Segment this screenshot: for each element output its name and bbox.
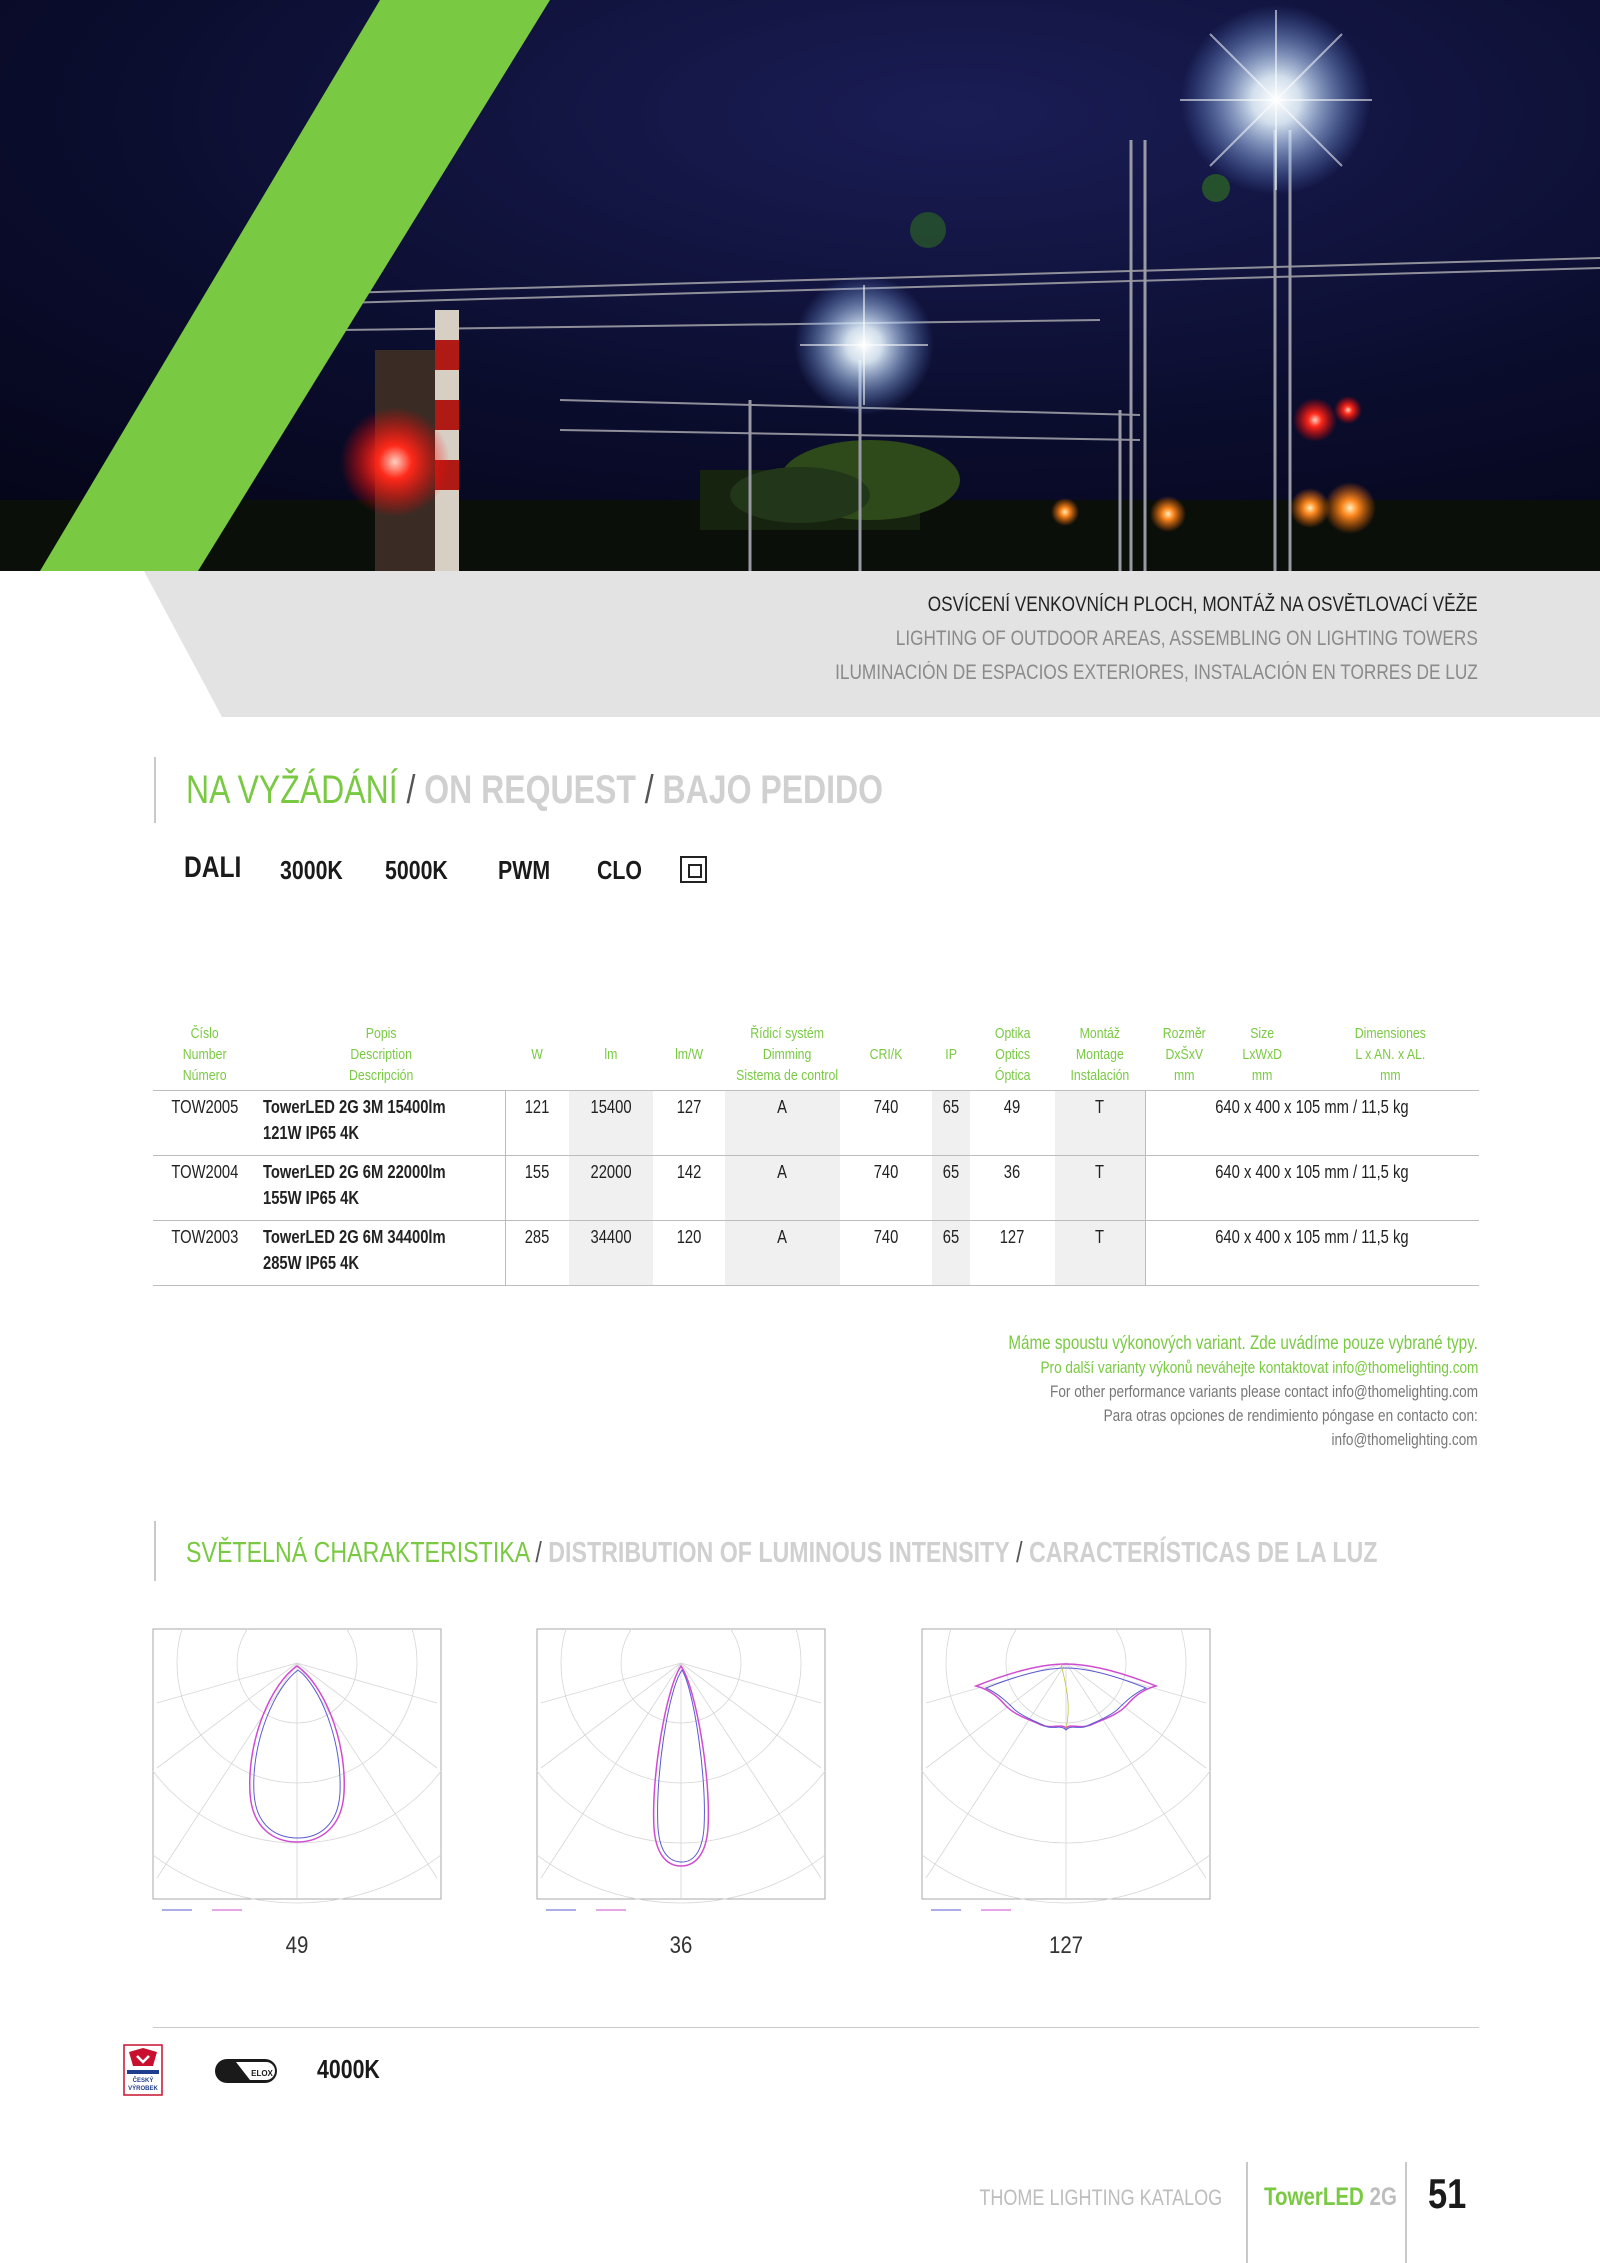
cell-w: 121 <box>524 1097 550 1117</box>
footer-catalog: THOME LIGHTING KATALOG <box>979 2185 1222 2210</box>
tag-clo: CLO <box>597 855 643 885</box>
distribution-es: CARACTERÍSTICAS DE LA LUZ <box>1029 1537 1378 1569</box>
polar-label-49: 49 <box>285 1932 309 1959</box>
polar-label-36: 36 <box>669 1932 693 1959</box>
polar-diagram-36 <box>536 1628 826 1922</box>
polar-diagram-49 <box>152 1628 442 1922</box>
cell-description: TowerLED 2G 6M 22000lm 155W IP65 4K <box>257 1156 505 1221</box>
header-number: Číslo Number Número <box>183 1024 227 1084</box>
svg-text:VÝROBEK: VÝROBEK <box>128 2086 158 2092</box>
cell-description: TowerLED 2G 6M 34400lm 285W IP65 4K <box>257 1221 505 1286</box>
header-dimensiones: Dimensiones L x AN. x AL. mm <box>1354 1024 1426 1084</box>
note-email: info@thomelighting.com <box>1331 1430 1478 1449</box>
polar-diagram-127 <box>921 1628 1211 1922</box>
header-optics: Optika Optics Óptica <box>994 1024 1031 1084</box>
cell-cri: 740 <box>873 1227 899 1247</box>
cell-ip: 65 <box>932 1091 970 1156</box>
cell-optics: 36 <box>1004 1162 1021 1182</box>
header-size: Size LxWxD mm <box>1242 1024 1282 1084</box>
tag-4000k: 4000K <box>317 2054 380 2084</box>
cell-lmw: 142 <box>676 1162 702 1182</box>
double-insulation-icon <box>680 856 707 883</box>
header-dimming: Řídicí systém Dimming Sistema de control <box>736 1024 839 1084</box>
cell-description: TowerLED 2G 3M 15400lm 121W IP65 4K <box>257 1091 505 1156</box>
cell-ip: 65 <box>932 1221 970 1286</box>
tag-3000k: 3000K <box>280 855 343 885</box>
czech-product-logo <box>123 2044 163 2096</box>
svg-text:ELOX: ELOX <box>251 2069 273 2078</box>
heading-es: BAJO PEDIDO <box>662 768 884 812</box>
product-table <box>153 1018 1479 1286</box>
cell-lmw: 127 <box>676 1097 702 1117</box>
table-row <box>153 1156 1479 1221</box>
cell-lm: 15400 <box>569 1091 653 1156</box>
cell-dimensions: 640 x 400 x 105 mm / 11,5 kg <box>1215 1227 1409 1247</box>
header-description: Popis Description Descripción <box>348 1024 414 1084</box>
header-w: W <box>531 1045 543 1063</box>
cell-dimensions: 640 x 400 x 105 mm / 11,5 kg <box>1215 1097 1409 1117</box>
table-header-row <box>153 1018 1479 1091</box>
table-row <box>153 1221 1479 1286</box>
cell-dimming: A <box>725 1156 840 1221</box>
cell-dimming: A <box>725 1091 840 1156</box>
on-request-heading: NA VYŽÁDÁNÍ / ON REQUEST / BAJO PEDIDO <box>186 768 884 812</box>
header-rozmer: Rozměr DxŠxV mm <box>1162 1024 1206 1084</box>
page-number: 51 <box>1428 2170 1467 2217</box>
divider <box>153 2027 1479 2028</box>
section-bar <box>154 1521 156 1581</box>
cell-dimensions: 640 x 400 x 105 mm / 11,5 kg <box>1215 1162 1409 1182</box>
note-contact-cz: Pro další varianty výkonů neváhejte kontaktovat info@thomelighting.com <box>1040 1358 1478 1377</box>
cell-montage: T <box>1055 1221 1145 1286</box>
svg-text:ČESKÝ: ČESKÝ <box>132 2078 154 2084</box>
distribution-cz: SVĚTELNÁ CHARAKTERISTIKA <box>186 1537 529 1569</box>
header-montage: Montáž Montage Instalación <box>1070 1024 1130 1084</box>
cell-w: 155 <box>524 1162 550 1182</box>
elox-badge <box>214 2058 278 2084</box>
cell-montage: T <box>1055 1091 1145 1156</box>
tag-dali: DALI <box>184 851 242 884</box>
subtitle-en: LIGHTING OF OUTDOOR AREAS, ASSEMBLING ON LIGHTING TOWERS <box>895 627 1478 650</box>
cell-number: TOW2003 <box>171 1227 239 1247</box>
distribution-heading: SVĚTELNÁ CHARAKTERISTIKA / DISTRIBUTION OF LUMINOUS INTENSITY / CARACTERÍSTICAS DE LA LUZ <box>186 1537 1378 1569</box>
cell-ip: 65 <box>932 1156 970 1221</box>
heading-en: ON REQUEST <box>424 768 636 812</box>
note-contact-en: For other performance variants please contact info@thomelighting.com <box>1049 1382 1478 1401</box>
night-railway-illustration <box>0 0 1600 571</box>
tag-5000k: 5000K <box>385 855 448 885</box>
header-ip: IP <box>945 1045 957 1063</box>
heading-cz: NA VYŽÁDÁNÍ <box>186 768 398 812</box>
cell-lm: 34400 <box>569 1221 653 1286</box>
distribution-en: DISTRIBUTION OF LUMINOUS INTENSITY <box>548 1537 1010 1569</box>
cell-lm: 22000 <box>569 1156 653 1221</box>
table-row <box>153 1091 1479 1156</box>
subtitle-cz: OSVÍCENÍ VENKOVNÍCH PLOCH, MONTÁŽ NA OSVĚTLOVACÍ VĚŽE <box>928 593 1478 616</box>
cell-lmw: 120 <box>676 1227 702 1247</box>
header-lmw: lm/W <box>674 1045 704 1063</box>
cell-montage: T <box>1055 1156 1145 1221</box>
section-bar <box>154 757 156 823</box>
note-contact-es: Para otras opciones de rendimiento póngase en contacto con: <box>1103 1406 1478 1425</box>
cell-optics: 49 <box>1004 1097 1021 1117</box>
cell-number: TOW2005 <box>171 1097 239 1117</box>
note-variants-cz: Máme spoustu výkonových variant. Zde uvádíme pouze vybrané typy. <box>1008 1333 1478 1354</box>
header-cri: CRI/K <box>869 1045 903 1063</box>
cell-w: 285 <box>524 1227 550 1247</box>
cell-cri: 740 <box>873 1097 899 1117</box>
footer-product: TowerLED 2G <box>1264 2183 1397 2211</box>
cell-dimming: A <box>725 1221 840 1286</box>
footer-divider <box>1405 2162 1407 2263</box>
hero-photo <box>0 0 1600 571</box>
cell-optics: 127 <box>1000 1227 1025 1247</box>
cell-number: TOW2004 <box>171 1162 239 1182</box>
tag-pwm: PWM <box>498 855 551 885</box>
polar-label-127: 127 <box>1048 1932 1084 1959</box>
footer-divider <box>1246 2162 1248 2263</box>
header-lm: lm <box>604 1045 618 1063</box>
cell-cri: 740 <box>873 1162 899 1182</box>
subtitle-es: ILUMINACIÓN DE ESPACIOS EXTERIORES, INSTALACIÓN EN TORRES DE LUZ <box>835 661 1478 684</box>
